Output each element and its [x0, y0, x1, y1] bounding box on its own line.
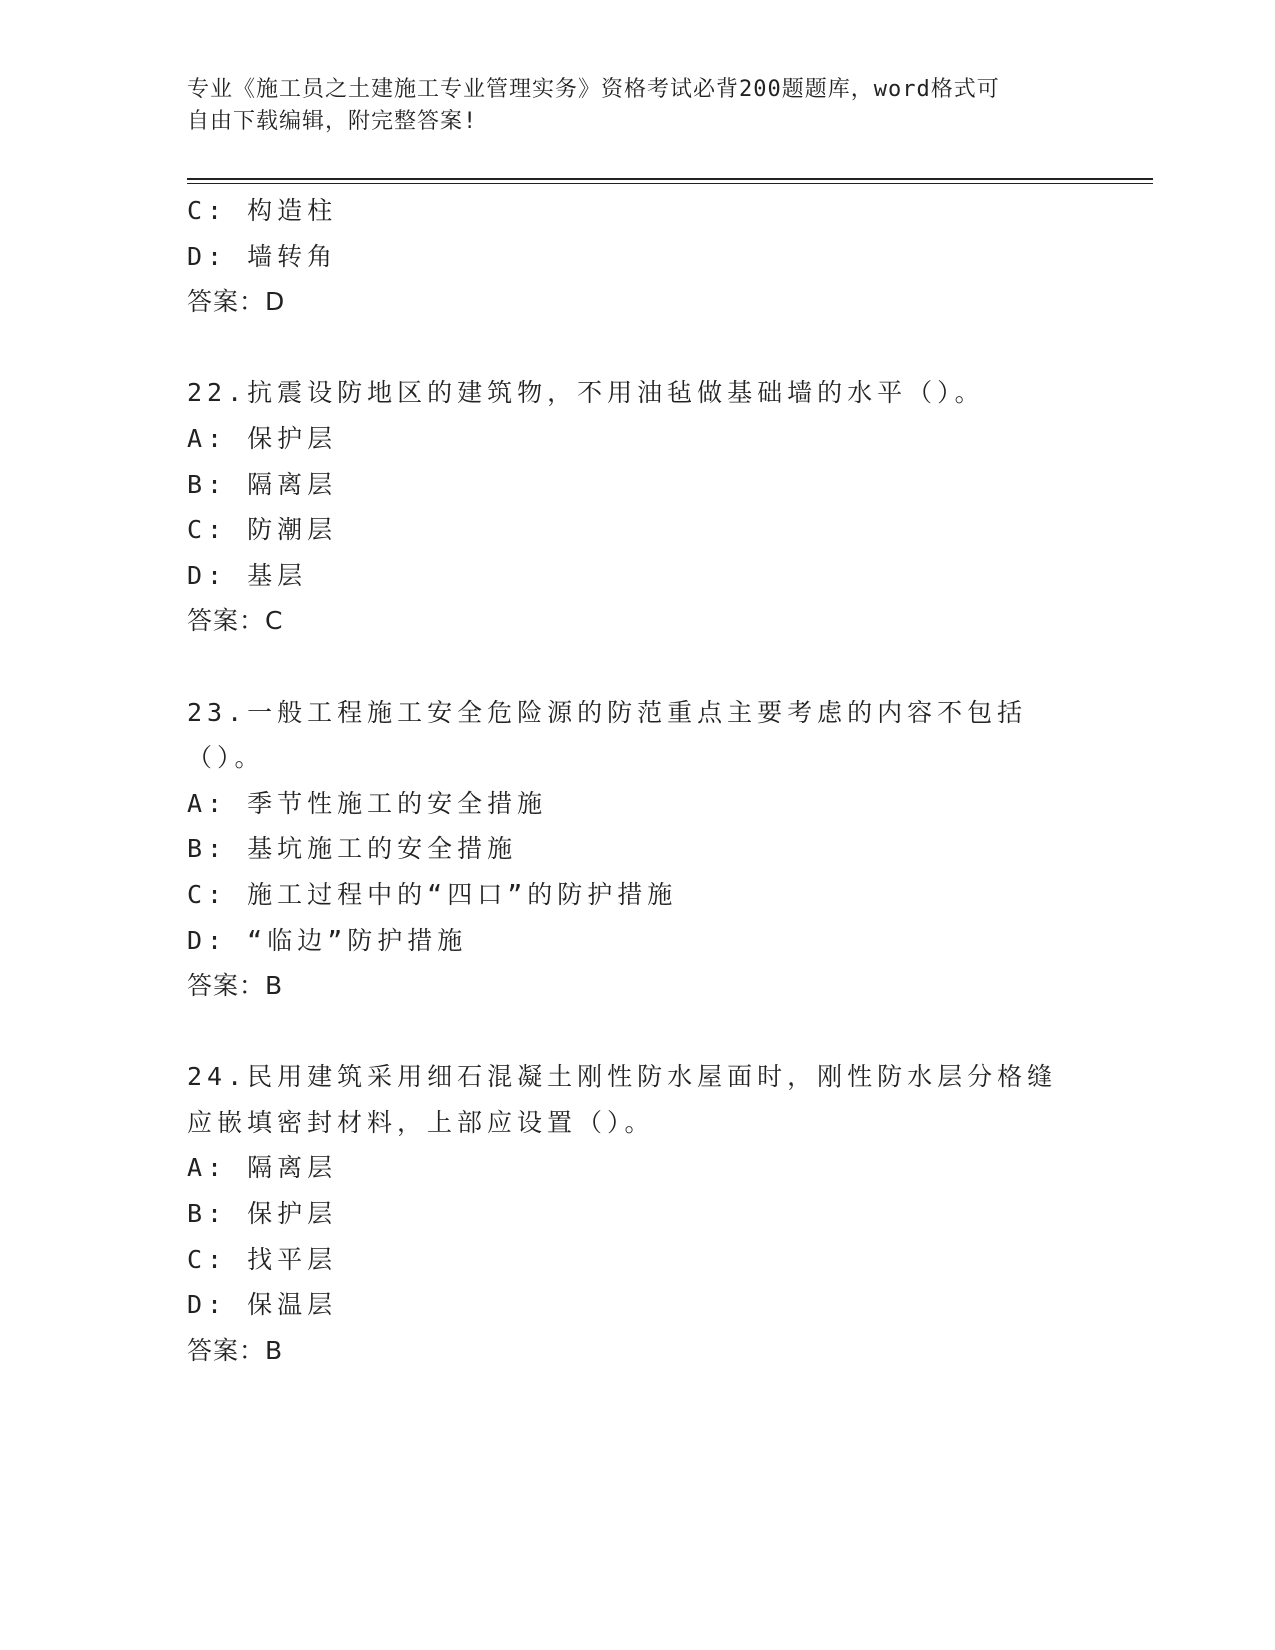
option-label: A:: [187, 1153, 228, 1183]
option-text: 找平层: [247, 1244, 338, 1274]
option-a: [187, 1145, 1087, 1191]
option-text: 防潮层: [247, 515, 338, 545]
option-text: 季节性施工的安全措施: [247, 788, 548, 818]
option-label: B:: [187, 834, 228, 864]
option-b: [187, 462, 1087, 508]
option-label: A:: [187, 423, 228, 453]
option-label: C:: [187, 196, 228, 225]
option-c: [187, 1237, 1087, 1283]
answer-line: 答案：D: [187, 287, 286, 317]
option-label: A:: [187, 788, 228, 818]
option-c: [187, 507, 1087, 553]
option-label: D:: [187, 241, 228, 271]
option-label: B:: [187, 1199, 228, 1229]
option-text: “临边”防护措施: [247, 925, 468, 955]
option-text: 构造柱: [247, 196, 338, 225]
header-line-1: 专业《施工员之土建施工专业管理实务》资格考试必背200题题库，word格式可: [187, 77, 1000, 102]
option-text: 基坑施工的安全措施: [247, 834, 518, 864]
option-text: 保护层: [247, 1199, 338, 1229]
option-text: 墙转角: [247, 241, 338, 271]
option-label: C:: [187, 1244, 228, 1274]
option-c: [187, 188, 1087, 234]
header-divider-thin: [187, 183, 1153, 184]
option-label: C:: [187, 515, 228, 545]
option-d: [187, 1282, 1087, 1328]
option-label: D:: [187, 925, 228, 955]
option-text: 基层: [247, 560, 308, 590]
question-24: [187, 1054, 1087, 1373]
question-22: [187, 370, 1087, 644]
option-label: C:: [187, 879, 228, 909]
question-list: [187, 188, 1087, 1373]
option-text: 保护层: [247, 423, 338, 453]
question-text: 22.抗震设防地区的建筑物，不用油毡做基础墙的水平（）。: [187, 378, 985, 408]
header-divider-thick: [187, 178, 1153, 180]
option-text: 隔离层: [247, 1153, 338, 1183]
option-c: [187, 872, 1087, 918]
question-text: 24.民用建筑采用细石混凝土刚性防水屋面时，刚性防水层分格缝应嵌填密封材料，上部应设置（）。: [187, 1062, 1058, 1137]
continued-question: [187, 188, 1087, 325]
option-label: D:: [187, 1290, 228, 1320]
option-a: [187, 781, 1087, 827]
option-text: 施工过程中的“四口”的防护措施: [247, 879, 678, 909]
option-label: B:: [187, 469, 228, 499]
document-header: [187, 74, 1067, 138]
question-23: [187, 690, 1087, 1009]
option-d: [187, 553, 1087, 599]
answer-line: 答案：B: [187, 1335, 284, 1365]
option-b: [187, 826, 1087, 872]
option-b: [187, 1191, 1087, 1237]
answer-line: 答案：C: [187, 606, 284, 636]
option-label: D:: [187, 560, 228, 590]
option-a: [187, 416, 1087, 462]
option-d: [187, 234, 1087, 280]
header-line-2: 自由下载编辑，附完整答案!: [187, 109, 478, 134]
option-d: [187, 918, 1087, 964]
option-text: 保温层: [247, 1290, 338, 1320]
answer-line: 答案：B: [187, 971, 284, 1001]
option-text: 隔离层: [247, 469, 338, 499]
question-text: 23.一般工程施工安全危险源的防范重点主要考虑的内容不包括（）。: [187, 697, 1028, 773]
